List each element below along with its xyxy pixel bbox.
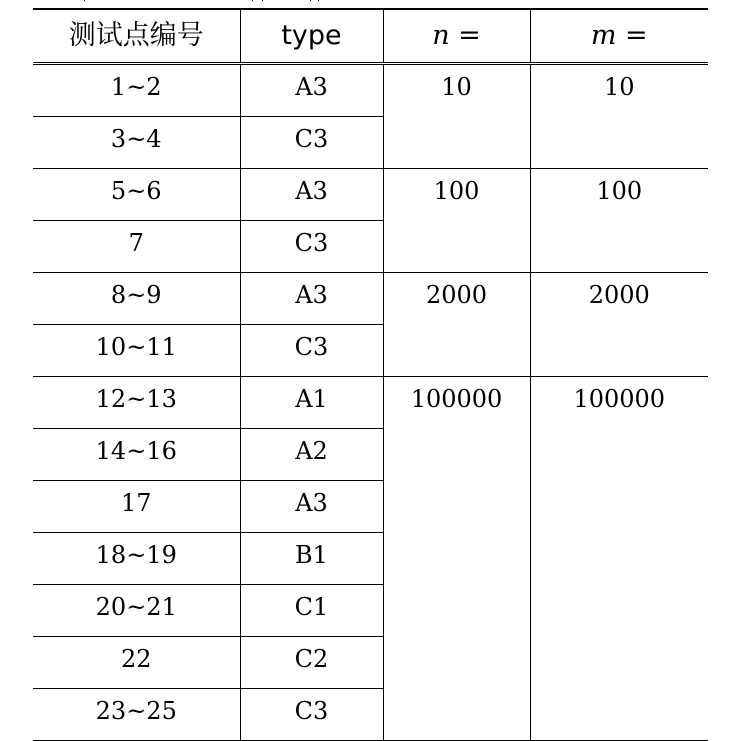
case-cell: 23~25 [33,689,240,741]
m-cell: 100000 [530,377,708,741]
case-cell: 12~13 [33,377,240,429]
case-cell: 8~9 [33,273,240,325]
glyph-fragment [310,0,311,1]
header-type: type [240,10,383,64]
glyph-fragment [318,0,319,1]
glyph-fragment [84,0,85,1]
type-cell: C3 [240,325,383,377]
m-cell: 2000 [530,273,708,377]
cut-off-text-fragment [0,0,742,5]
case-cell: 20~21 [33,585,240,637]
glyph-fragment [262,0,263,1]
case-cell: 14~16 [33,429,240,481]
header-case-id: 测试点编号 [33,10,240,64]
type-cell: A3 [240,64,383,117]
type-cell: C1 [240,585,383,637]
type-cell: C3 [240,689,383,741]
glyph-fragment [252,0,253,1]
header-m: m = [530,10,708,64]
n-cell: 100 [383,169,530,273]
case-cell: 10~11 [33,325,240,377]
case-cell: 7 [33,221,240,273]
type-cell: A1 [240,377,383,429]
case-cell: 5~6 [33,169,240,221]
type-cell: C3 [240,221,383,273]
m-cell: 10 [530,64,708,169]
table-row [33,169,708,221]
case-cell: 22 [33,637,240,689]
type-cell: A3 [240,169,383,221]
table-row [33,273,708,325]
type-cell: C2 [240,637,383,689]
type-cell: C3 [240,117,383,169]
m-cell: 100 [530,169,708,273]
case-cell: 1~2 [33,64,240,117]
table-header-row [33,10,708,64]
n-cell: 2000 [383,273,530,377]
header-n: n = [383,10,530,64]
type-cell: A3 [240,481,383,533]
case-cell: 3~4 [33,117,240,169]
type-cell: A2 [240,429,383,481]
n-cell: 10 [383,64,530,169]
table-row [33,64,708,117]
n-cell: 100000 [383,377,530,741]
type-cell: A3 [240,273,383,325]
table-row [33,377,708,429]
case-cell: 17 [33,481,240,533]
test-case-table [33,8,708,741]
case-cell: 18~19 [33,533,240,585]
type-cell: B1 [240,533,383,585]
